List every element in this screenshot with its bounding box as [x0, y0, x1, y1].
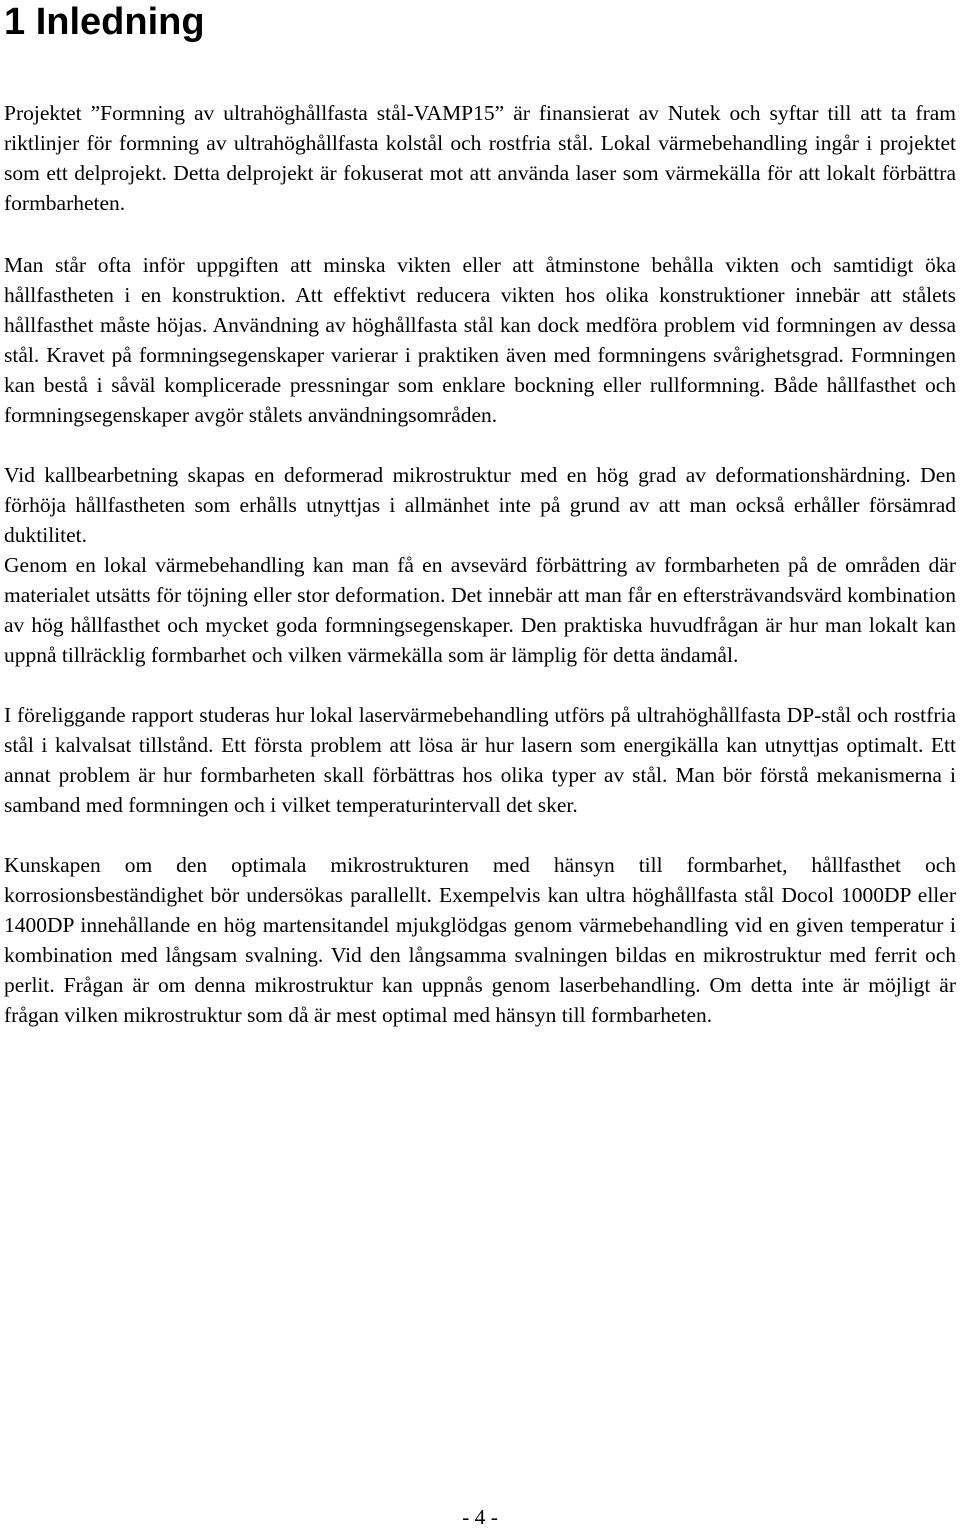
paragraph-local-heat-treatment: Genom en lokal värmebehandling kan man få en avsevärd förbättring av formbarheten på de områden där materialet utsätts för töjning eller stor deformation. Det innebär att man får en eftersträvandsvärd kombination av hög hållfasthet och mycket goda formningsegenskaper. Den praktiska huvudfrågan är hur man lokalt kan uppnå tillräcklig formbarhet och vilken värmekälla som är lämplig för detta ändamål.	[4, 553, 956, 667]
section-heading: 1 Inledning	[4, 1, 205, 43]
paragraph-weight-strength: Man står ofta inför uppgiften att minska vikten eller att åtminstone behålla vikten och samtidigt öka hållfastheten i en konstruktion. Att effektivt reducera vikten hos olika konstruktioner innebär att stålets hållfasthet måste höjas. Användning av höghållfasta stål kan dock medföra problem vid formningen av dessa stål. Kravet på formningsegenskaper varierar i praktiken även med formningens svårighetsgrad. Formningen kan bestå i såväl komplicerade pressningar som enklare bockning eller rullformning. Både hållfasthet och formningsegenskaper avgör stålets användningsområden.	[4, 253, 956, 427]
paragraph-laser-study: I föreliggande rapport studeras hur lokal laservärmebehandling utförs på ultrahöghållfasta DP-stål och rostfria stål i kalvalsat tillstånd. Ett första problem att lösa är hur lasern som energikälla kan utnyttjas optimalt. Ett annat problem är hur formbarheten skall förbättras hos olika typer av stål. Man bör förstå mekanismerna i samband med formningen och i vilket temperaturintervall det sker.	[4, 703, 956, 817]
page-number: - 4 -	[462, 1505, 498, 1529]
paragraph-microstructure: Kunskapen om den optimala mikrostrukturen med hänsyn till formbarhet, hållfasthet och korrosionsbeständighet bör undersökas parallellt. Exempelvis kan ultra höghållfasta stål Docol 1000DP eller 1400DP innehållande en hög martensitandel mjukglödgas genom värmebehandling vid en given temperatur i kombination med långsam svalning. Vid den långsamma svalningen bildas en mikrostruktur med ferrit och perlit. Frågan är om denna mikrostruktur kan uppnås genom laserbehandling. Om detta inte är möjligt är frågan vilken mikrostruktur som då är mest optimal med hänsyn till formbarheten.	[4, 853, 956, 1027]
paragraph-cold-working: Vid kallbearbetning skapas en deformerad mikrostruktur med en hög grad av deformationshärdning. Den förhöja hållfastheten som erhålls utnyttjas i allmänhet inte på grund av att man också erhåller försämrad duktilitet.	[4, 463, 956, 547]
paragraph-intro: Projektet ”Formning av ultrahöghållfasta stål-VAMP15” är finansierat av Nutek och syftar till att ta fram riktlinjer för formning av ultrahöghållfasta kolstål och rostfria stål. Lokal värmebehandling ingår i projektet som ett delprojekt. Detta delprojekt är fokuserat mot att använda laser som värmekälla för att lokalt förbättra formbarheten.	[4, 101, 956, 215]
